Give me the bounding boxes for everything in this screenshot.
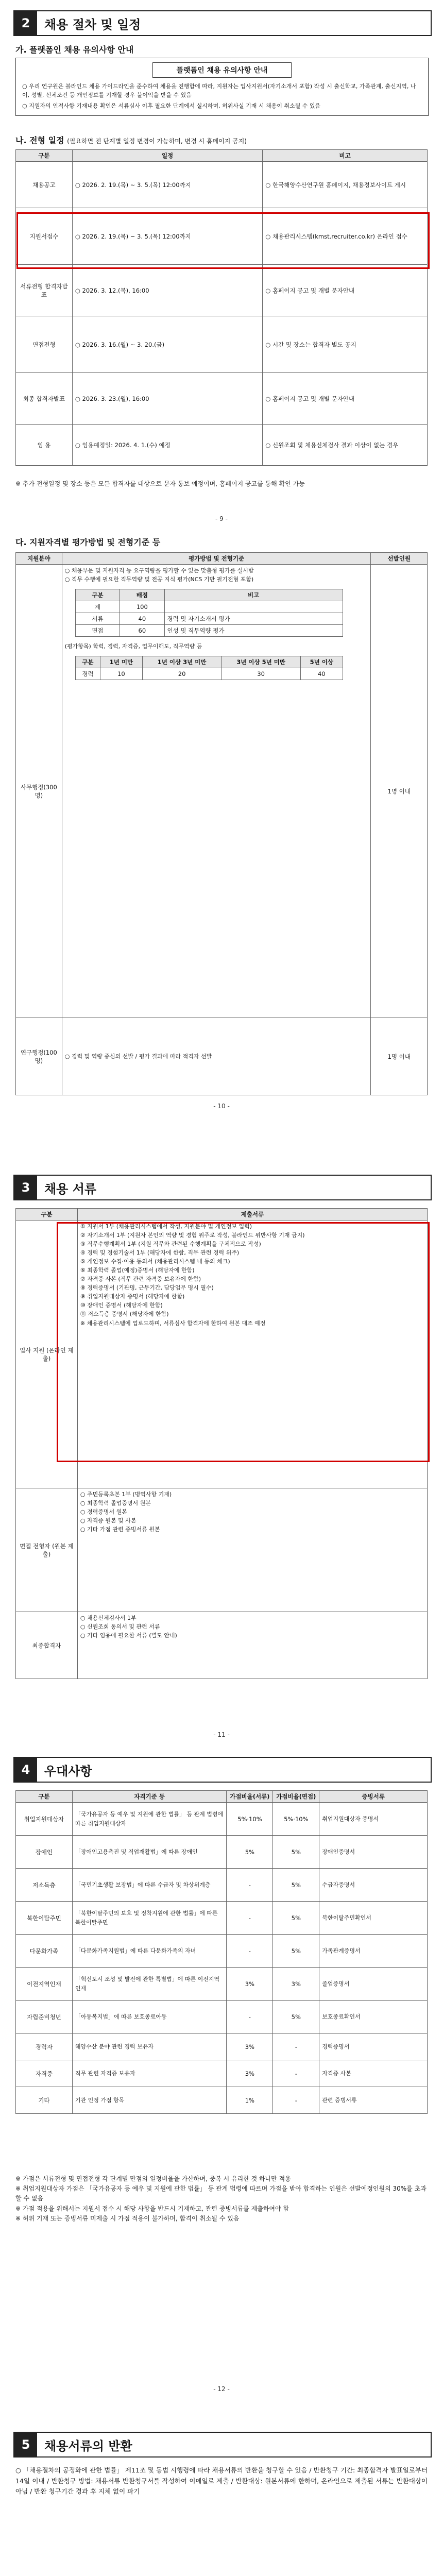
page-number: - 11 - (213, 1731, 230, 1738)
docs-item: ⑦ 자격증 사본 (직무 관련 자격증 보유자에 한함) (80, 1276, 201, 1283)
pref-cell: 취업지원대상자 증명서 (319, 1803, 428, 1836)
schedule-stage: 지원서접수 (16, 208, 73, 265)
pref-cell: 5% (273, 1902, 319, 1935)
pref-cell: 해양수산 분야 관련 경력 보유자 (72, 2033, 227, 2060)
table-row (16, 1018, 428, 1095)
preference-table (15, 1790, 428, 2114)
table-row (16, 1803, 428, 1836)
notice-para-1: ○ 우리 연구원은 블라인드 채용 가이드라인을 준수하여 채용을 진행함에 따라, 지원자는 입사지원서(자기소개서 포함) 작성 시 출신학교, 가족관계, 출신지역, 나이, 성별, 신체조건 등 개인정보를 기재할 경우 불이익을 받을 수 있음 (22, 83, 416, 99)
subheading-schedule-title: 나. 전형 일정 (15, 135, 64, 145)
table-row (16, 2060, 428, 2087)
pref-cell: 경력증명서 (319, 2033, 428, 2060)
docs-header: 구분 (16, 1209, 78, 1221)
section-title: 채용 서류 (44, 1181, 97, 1196)
pref-header: 증빙서류 (319, 1791, 428, 1803)
subheading-schedule-note: (필요하면 전 단계별 일정 변경이 가능하며, 변경 시 홈페이지 공지) (67, 138, 247, 145)
eval-criteria: ○ 경력 및 역량 중심의 선발 / 평가 결과에 따라 적격자 선발 (62, 1018, 371, 1095)
section-number: 5 (14, 2433, 37, 2456)
table-row (75, 601, 343, 613)
pref-cell: 「북한이탈주민의 보호 및 정착지원에 관한 법률」에 따른 북한이탈주민 (72, 1902, 227, 1935)
pref-cell: - (273, 2033, 319, 2060)
section-number: 4 (14, 1758, 37, 1782)
pref-cell: 직무 관련 자격증 보유자 (72, 2060, 227, 2087)
pref-cell: - (227, 2001, 273, 2033)
pref-cell: 「다문화가족지원법」에 따른 다문화가족의 자녀 (72, 1935, 227, 1968)
pref-header: 구분 (16, 1791, 73, 1803)
section-header-schedule (13, 10, 432, 36)
pref-cell: 북한이탈주민 (16, 1902, 73, 1935)
schedule-header: 구분 (16, 150, 73, 162)
pref-cell: 「아동복지법」에 따른 보호종료아동 (72, 2001, 227, 2033)
docs-item: ③ 직무수행계획서 1부 (지원 직무와 관련된 수행계획을 구체적으로 작성) (80, 1241, 261, 1248)
pref-cell: - (227, 1869, 273, 1902)
score-cell (164, 601, 343, 613)
docs-item: ⑥ 최종학력 졸업(예정)증명서 (해당자에 한함) (80, 1267, 195, 1274)
return-body: ○ 「채용절차의 공정화에 관한 법률」 제11조 및 동법 시행령에 따라 채용서류의 반환을 청구할 수 있음 / 반환청구 기간: 최종합격자 발표일로부터 14일 이내 / 반환청구 방법: 채용서류 반환청구서를 작성하여 이메일로 제출 / 반환대상: 원본서류에 한하며, 온라인으로 제출된 서류는 반환대상이 아님 / 반환 청구기간 경과 후 지체 없이 파기 (15, 2466, 428, 2496)
table-row (16, 565, 428, 1018)
notice-box (15, 58, 429, 116)
docs-item: ○ 기타 임용에 필요한 서류 (별도 안내) (80, 1632, 177, 1639)
schedule-note: ○ 시간 및 장소는 합격자 별도 공지 (263, 316, 428, 373)
subheading-evaluation: 다. 지원자격별 평가방법 및 전형기준 등 (15, 537, 161, 547)
highlight-box-application (16, 212, 430, 269)
pref-cell: 다문화가족 (16, 1935, 73, 1968)
schedule-stage: 임 용 (16, 425, 73, 466)
career-header: 1년 이상 3년 미만 (142, 656, 222, 668)
career-header: 구분 (75, 656, 100, 668)
pref-cell: 자격증 (16, 2060, 73, 2087)
career-cell: 경력 (75, 668, 100, 680)
docs-category: 입사 지원 (온라인 제출) (16, 1221, 78, 1488)
section-number: 3 (14, 1176, 37, 1199)
docs-item: ⑨ 취업지원대상자 증명서 (해당자에 한함) (80, 1293, 185, 1300)
notice-para-2: ○ 지원자의 인적사항 기재내용 확인은 서류심사 이후 필요한 단계에서 실시하며, 허위사실 기재 시 채용이 취소될 수 있음 (22, 103, 321, 110)
pref-cell: 경력자 (16, 2033, 73, 2060)
schedule-note: ○ 한국해양수산연구원 홈페이지, 채용정보사이트 게시 (263, 162, 428, 208)
pref-cell: 3% (227, 1968, 273, 2001)
table-row (16, 1836, 428, 1869)
docs-item: ⑪ 저소득층 증명서 (해당자에 한함) (80, 1311, 169, 1318)
table-row (16, 373, 428, 425)
docs-list (77, 1488, 427, 1612)
pref-header: 자격기준 등 (72, 1791, 227, 1803)
table-row (16, 1488, 428, 1612)
docs-list (77, 1612, 427, 1679)
pref-cell: 취업지원대상자 (16, 1803, 73, 1836)
schedule-note: ○ 신원조회 및 채용신체검사 결과 이상이 없는 경우 (263, 425, 428, 466)
pref-cell: 가족관계증명서 (319, 1935, 428, 1968)
table-row (16, 1612, 428, 1679)
pref-note: ※ 취업지원대상자 가점은 「국가유공자 등 예우 및 지원에 관한 법률」 등 관계 법령에 따르며 가점을 받아 합격하는 인원은 선발예정인원의 30%를 초과할 수 없음 (15, 2185, 427, 2202)
section-header-documents (13, 1175, 432, 1200)
docs-item: ○ 채용신체검사서 1부 (80, 1615, 137, 1621)
pref-cell: 5% (273, 1836, 319, 1869)
schedule-date: ○ 2026. 3. 12.(목), 16:00 (72, 265, 262, 316)
schedule-note: ○ 홈페이지 공고 및 개별 문자안내 (263, 265, 428, 316)
career-header: 5년 이상 (300, 656, 343, 668)
schedule-stage: 면접전형 (16, 316, 73, 373)
pref-header: 가점비율(면접) (273, 1791, 319, 1803)
pref-cell: 「장애인고용촉진 및 직업재활법」에 따른 장애인 (72, 1836, 227, 1869)
eval-header: 지원분야 (16, 553, 62, 565)
pref-cell: 기타 (16, 2087, 73, 2114)
docs-item: ※ 채용관리시스템에 업로드하며, 서류심사 합격자에 한하여 원본 대조 예정 (80, 1319, 266, 1327)
eval-count: 1명 이내 (371, 565, 428, 1018)
career-cell: 10 (100, 668, 142, 680)
highlight-box-documents (57, 1222, 430, 1462)
docs-item: ⑩ 장애인 증명서 (해당자에 한함) (80, 1302, 163, 1309)
docs-item: ⑧ 경력증명서 (기관명, 근무기간, 담당업무 명시 필수) (80, 1284, 214, 1292)
docs-item: ⑤ 개인정보 수집·이용 동의서 (채용관리시스템 내 동의 체크) (80, 1258, 230, 1265)
score-cell: 서류 (75, 613, 120, 625)
page-number: - 10 - (213, 1103, 230, 1110)
section-title: 우대사항 (44, 1764, 92, 1778)
pref-cell: 「혁신도시 조성 및 발전에 관한 특별법」에 따른 이전지역 인재 (72, 1968, 227, 2001)
pref-cell: 「국민기초생활 보장법」에 따른 수급자 및 차상위계층 (72, 1869, 227, 1902)
schedule-date: ○ 임용예정일: 2026. 4. 1.(수) 예정 (72, 425, 262, 466)
pref-cell: 북한이탈주민확인서 (319, 1902, 428, 1935)
table-row (16, 1968, 428, 2001)
pref-cell: 5% (227, 1836, 273, 1869)
pref-cell: 장애인 (16, 1836, 73, 1869)
pref-cell: 「국가유공자 등 예우 및 지원에 관한 법률」 등 관계 법령에 따른 취업지원대상자 (72, 1803, 227, 1836)
subheading-notice: 가. 플랫폼인 채용 유의사항 안내 (15, 45, 134, 55)
pref-cell: 장애인증명서 (319, 1836, 428, 1869)
pref-cell: - (227, 1935, 273, 1968)
pref-cell: 5% (273, 2001, 319, 2033)
table-row (16, 1902, 428, 1935)
pref-cell: 관련 증빙서류 (319, 2087, 428, 2114)
section-number: 2 (14, 11, 37, 35)
pref-cell: 5% (273, 1869, 319, 1902)
pref-cell: 이전지역인재 (16, 1968, 73, 2001)
schedule-date: ○ 2026. 2. 19.(목) ~ 3. 5.(목) 12:00까지 (72, 162, 262, 208)
table-row (16, 1935, 428, 1968)
score-cell: 계 (75, 601, 120, 613)
pref-cell: 졸업증명서 (319, 1968, 428, 2001)
docs-item: ○ 주민등록초본 1부 (병역사항 기재) (80, 1491, 172, 1498)
score-header: 비고 (164, 589, 343, 601)
schedule-header: 일정 (72, 150, 262, 162)
docs-item: ○ 신원조회 동의서 및 관련 서류 (80, 1623, 160, 1631)
career-cell: 20 (142, 668, 222, 680)
pref-cell: 저소득층 (16, 1869, 73, 1902)
pref-cell: 자격증 사본 (319, 2060, 428, 2087)
pref-cell: 3% (273, 1968, 319, 2001)
page-number: - 12 - (213, 2385, 230, 2393)
schedule-date: ○ 2026. 3. 16.(월) ~ 3. 20.(금) (72, 316, 262, 373)
pref-cell: 보호종료확인서 (319, 2001, 428, 2033)
evaluation-table (15, 552, 428, 1095)
section-header-return (13, 2432, 432, 2458)
career-header: 1년 미만 (100, 656, 142, 668)
score-header: 구분 (75, 589, 120, 601)
pref-cell: 자립준비청년 (16, 2001, 73, 2033)
pref-cell: 1% (227, 2087, 273, 2114)
section-title: 채용 절차 및 일정 (44, 17, 141, 32)
table-row (16, 2001, 428, 2033)
pref-cell: 3% (227, 2033, 273, 2060)
score-cell: 40 (120, 613, 164, 625)
pref-cell: - (227, 1902, 273, 1935)
schedule-date: ○ 2026. 3. 23.(월), 16:00 (72, 373, 262, 425)
section-title: 채용서류의 반환 (44, 2438, 132, 2453)
pref-note: ※ 가점 적용을 위해서는 지원서 접수 시 해당 사항을 반드시 기재하고, 관련 증빙서류를 제출하여야 함 (15, 2205, 289, 2212)
docs-header: 제출서류 (77, 1209, 427, 1221)
pref-cell: 3% (227, 2060, 273, 2087)
table-row (16, 162, 428, 208)
table-row (16, 425, 428, 466)
pref-cell: 5%·10% (273, 1803, 319, 1836)
docs-item: ○ 자격증 원본 및 사본 (80, 1517, 137, 1524)
pref-note: ※ 허위 기재 또는 증빙서류 미제출 시 가점 적용이 불가하며, 합격이 취소될 수 있음 (15, 2214, 240, 2222)
pref-cell: 수급자증명서 (319, 1869, 428, 1902)
table-row (16, 2033, 428, 2060)
pref-cell: - (273, 2060, 319, 2087)
pref-cell: 기관 인정 가점 항목 (72, 2087, 227, 2114)
eval-field: 연구행정(100명) (16, 1018, 62, 1095)
schedule-table (15, 149, 428, 466)
eval-header: 평가방법 및 전형기준 (62, 553, 371, 565)
score-table (75, 589, 343, 637)
career-header: 3년 이상 5년 미만 (222, 656, 301, 668)
schedule-footnote: ※ 추가 전형일정 및 장소 등은 모든 합격자를 대상으로 문자 통보 예정이며, 홈페이지 공고를 통해 확인 가능 (15, 480, 305, 487)
page-number: - 9 - (215, 515, 228, 522)
preference-notes (15, 2174, 428, 2224)
table-row (16, 265, 428, 316)
notice-box-title: 플랫폼인 채용 유의사항 안내 (152, 62, 292, 78)
schedule-stage: 최종 합격자발표 (16, 373, 73, 425)
schedule-stage: 서류전형 합격자발표 (16, 265, 73, 316)
score-cell: 인성 및 직무역량 평가 (164, 625, 343, 637)
schedule-note: ○ 채용관리시스템(kmst.recruiter.co.kr) 온라인 접수 (263, 208, 428, 265)
section-header-preference (13, 1757, 432, 1783)
score-cell: 60 (120, 625, 164, 637)
eval-field: 사무행정(300명) (16, 565, 62, 1018)
docs-item: ② 자기소개서 1부 (지원자 본인의 역량 및 경험 위주로 작성, 블라인드 위반사항 기재 금지) (80, 1232, 305, 1239)
career-score-table (75, 656, 343, 680)
career-cell: 30 (222, 668, 301, 680)
schedule-date: ○ 2026. 2. 19.(목) ~ 3. 5.(목) 12:00까지 (72, 208, 262, 265)
eval-header: 선발인원 (371, 553, 428, 565)
table-row (16, 1869, 428, 1902)
pref-note: ※ 가점은 서류전형 및 면접전형 각 단계별 만점의 일정비율을 가산하며, 중복 시 유리한 것 하나만 적용 (15, 2175, 291, 2182)
subheading-schedule (15, 134, 247, 146)
schedule-stage: 채용공고 (16, 162, 73, 208)
career-cell: 40 (300, 668, 343, 680)
eval-subtext: (평가항목) 학력, 경력, 자격증, 업무이해도, 직무역량 등 (64, 643, 202, 650)
docs-category: 면접 전형자 (원본 제출) (16, 1488, 78, 1612)
pref-header: 가점비율(서류) (227, 1791, 273, 1803)
eval-text: ○ 채용부문 및 지원자격 등 요구역량을 평가할 수 있는 맞춤형 평가를 실시함 (64, 567, 254, 574)
eval-criteria (62, 565, 371, 1018)
pref-cell: 5%·10% (227, 1803, 273, 1836)
score-cell: 면접 (75, 625, 120, 637)
table-row (16, 316, 428, 373)
docs-category: 최종합격자 (16, 1612, 78, 1679)
pref-cell: - (273, 2087, 319, 2114)
table-row (75, 613, 343, 625)
schedule-header: 비고 (263, 150, 428, 162)
score-cell: 100 (120, 601, 164, 613)
schedule-note: ○ 홈페이지 공고 및 개별 문자안내 (263, 373, 428, 425)
docs-item: ○ 최종학력 졸업증명서 원본 (80, 1500, 151, 1507)
eval-count: 1명 이내 (371, 1018, 428, 1095)
docs-item: ○ 기타 가점 관련 증빙서류 원본 (80, 1526, 160, 1533)
pref-cell: 5% (273, 1935, 319, 1968)
docs-item: ① 지원서 1부 (채용관리시스템에서 작성, 지원분야 및 개인정보 입력) (80, 1223, 252, 1230)
table-row (16, 2087, 428, 2114)
table-row (75, 668, 343, 680)
eval-text: ○ 직무 수행에 필요한 직무역량 및 전공 지식 평가(NCS 기반 필기전형 포함) (64, 576, 254, 583)
docs-item: ○ 경력증명서 원본 (80, 1509, 127, 1516)
score-cell: 경력 및 자기소개서 평가 (164, 613, 343, 625)
docs-item: ④ 경력 및 경험기술서 1부 (해당자에 한함, 직무 관련 경력 위주) (80, 1249, 240, 1257)
table-row (75, 625, 343, 637)
score-header: 배점 (120, 589, 164, 601)
